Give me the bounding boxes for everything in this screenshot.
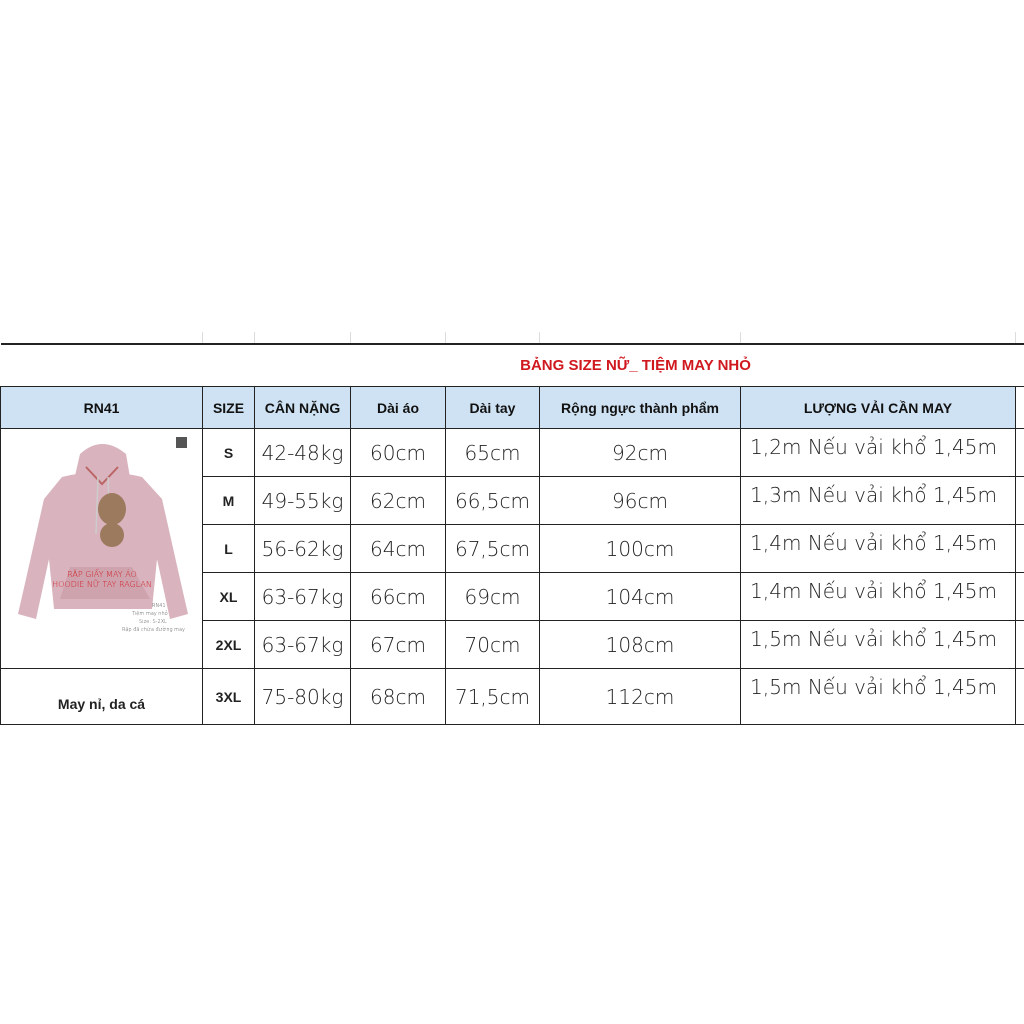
cell-weight: 63-67kg — [255, 573, 351, 621]
cell-sleeve: 69cm — [446, 573, 540, 621]
cell-fabric: 1,5m Nếu vải khổ 1,45m — [741, 621, 1016, 669]
gridline — [539, 332, 540, 343]
cell-sleeve: 65cm — [446, 429, 540, 477]
overlay-text: RẬP GIẤY MAY ÁO — [66, 570, 137, 579]
cell-chest: 96cm — [540, 477, 741, 525]
cell-weight: 75-80kg — [255, 669, 351, 725]
cell-chest: 104cm — [540, 573, 741, 621]
cell-weight: 63-67kg — [255, 621, 351, 669]
cell-length: 67cm — [351, 621, 446, 669]
table-row — [1, 429, 1024, 477]
cell-weight: 49-55kg — [255, 477, 351, 525]
size-table — [0, 343, 1024, 725]
qr-code-icon — [176, 437, 187, 448]
cell-length: 60cm — [351, 429, 446, 477]
cell-length: 62cm — [351, 477, 446, 525]
cell-fabric: 1,3m Nếu vải khổ 1,45m — [741, 477, 1016, 525]
header-sleeve: Dài tay — [446, 387, 540, 429]
header-weight: CÂN NẶNG — [255, 387, 351, 429]
cell-chest: 108cm — [540, 621, 741, 669]
cell-chest: 100cm — [540, 525, 741, 573]
cell-fabric: 1,4m Nếu vải khổ 1,45m — [741, 525, 1016, 573]
gridline — [350, 332, 351, 343]
product-image — [1, 429, 203, 669]
image-note: Tiệm may nhỏ — [131, 611, 168, 617]
cell-sleeve: 71,5cm — [446, 669, 540, 725]
header-fabric: LƯỢNG VẢI CẦN MAY — [741, 387, 1016, 429]
gridline — [1015, 332, 1016, 343]
header-length: Dài áo — [351, 387, 446, 429]
cell-sleeve: 70cm — [446, 621, 540, 669]
cell-size: XL — [203, 573, 255, 621]
table-row — [1, 669, 1024, 725]
cell-size: 2XL — [203, 621, 255, 669]
cell-fabric: 1,5m Nếu vải khổ 1,45m — [741, 669, 1016, 725]
header-row — [1, 387, 1024, 429]
cell-weight: 42-48kg — [255, 429, 351, 477]
header-chest: Rộng ngực thành phẩm — [540, 387, 741, 429]
image-note: Rập đã chừa đường may — [121, 627, 185, 633]
overlay-text: HOODIE NỮ TAY RAGLAN — [51, 580, 152, 589]
cell-fabric: 1,4m Nếu vải khổ 1,45m — [741, 573, 1016, 621]
header-code: RN41 — [1, 387, 203, 429]
cell-size: S — [203, 429, 255, 477]
cell-chest: 112cm — [540, 669, 741, 725]
table-title: BẢNG SIZE NỮ_ TIỆM MAY NHỎ — [1, 344, 1024, 387]
header-size: SIZE — [203, 387, 255, 429]
cell-sleeve: 66,5cm — [446, 477, 540, 525]
hoodie-image — [2, 429, 202, 639]
gridline — [740, 332, 741, 343]
gridline — [445, 332, 446, 343]
cell-fabric: 1,2m Nếu vải khổ 1,45m — [741, 429, 1016, 477]
fabric-caption: May nỉ, da cá — [1, 669, 203, 725]
image-note: RN41 — [151, 603, 166, 609]
cell-sleeve: 67,5cm — [446, 525, 540, 573]
size-chart-sheet — [0, 343, 1024, 725]
cell-size: M — [203, 477, 255, 525]
cell-length: 66cm — [351, 573, 446, 621]
cell-size: L — [203, 525, 255, 573]
gridline — [254, 332, 255, 343]
image-note: Size: S-2XL — [138, 619, 167, 625]
cell-size: 3XL — [203, 669, 255, 725]
cell-chest: 92cm — [540, 429, 741, 477]
cell-weight: 56-62kg — [255, 525, 351, 573]
cell-length: 64cm — [351, 525, 446, 573]
cell-length: 68cm — [351, 669, 446, 725]
gridline — [202, 332, 203, 343]
